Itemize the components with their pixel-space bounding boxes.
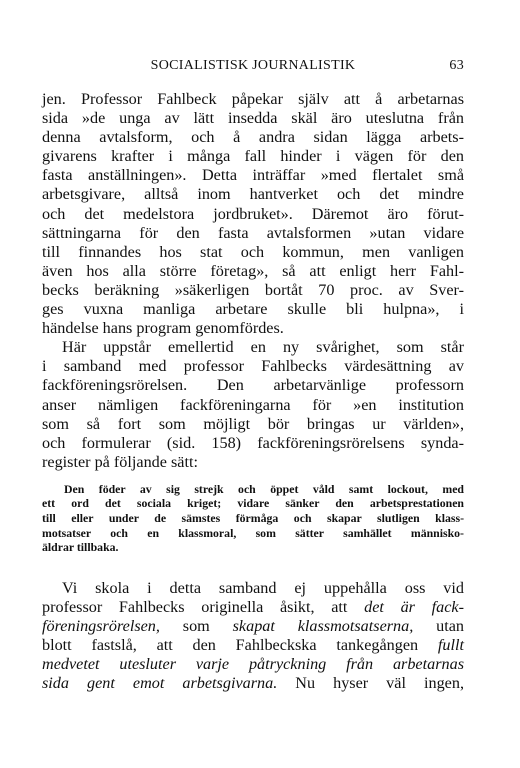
text-line: register på följande sätt: — [42, 452, 198, 471]
emphasis-text: medvetet utesluter varje påtryckning från arbetarnas — [42, 655, 464, 674]
text-line — [42, 636, 464, 655]
quote-line: Den föder av sig strejk och öppet våld samt lockout, med — [64, 481, 464, 496]
quote-line: äldrar tillbaka. — [42, 540, 119, 555]
text-span: som — [159, 617, 233, 636]
text-line: givarens krafter i många fall hinder i vägen för den — [42, 147, 464, 166]
book-page — [42, 58, 464, 693]
paragraph-3 — [42, 579, 464, 694]
text-line: anser nämligen fackföreningarna för »en institution — [42, 395, 464, 414]
text-span: utan — [413, 617, 465, 636]
emphasis-text: fullt — [437, 636, 464, 655]
quote-line: till eller under de sämstes förmåga och skapar slutligen klass- — [42, 511, 464, 526]
emphasis-text: sida gent emot arbetsgivarna. — [42, 674, 278, 693]
emphasis-text: föreningsrörelsen, — [42, 617, 160, 636]
text-line: denna avtalsform, och å andra sidan lägga arbets- — [42, 128, 464, 147]
text-line — [42, 617, 464, 636]
quote-line: ett ord det sociala kriget; vidare sänker den arbetsprestationen — [42, 496, 464, 511]
text-span: blott fastslå, att den Fahlbeckska tankegången — [42, 636, 419, 655]
text-span: Nu hyser väl ingen, — [277, 674, 464, 693]
running-header — [42, 58, 464, 80]
text-line: till finnandes hos stat och kommun, men vanligen — [42, 242, 464, 261]
text-line: sida »de unga av lätt insedda skäl äro uteslutna från — [42, 109, 464, 128]
text-line: fasta anställningen». Detta inträffar »med flertalet små — [42, 166, 464, 185]
text-line: sättningarna för den fasta avtalsformen »utan vidare — [42, 223, 464, 242]
text-line: fackföreningsrörelsen. Den arbetarvänlige professorn — [42, 376, 464, 395]
text-line: händelse hans program genomfördes. — [42, 319, 284, 338]
emphasis-text: det är fack- — [364, 597, 465, 616]
text-line — [42, 579, 464, 598]
text-line: ges vuxna manliga arbetare skulle bli hulpna», i — [42, 300, 464, 319]
text-line: becks beräkning »säkerligen bortåt 70 proc. av Sver- — [42, 280, 464, 299]
text-line: som så fort som möjligt bör bringas ur världen», — [42, 414, 464, 433]
quote-line: motsatser och en klassmoral, som sätter samhället människo- — [42, 525, 464, 540]
page-number: 63 — [449, 58, 464, 73]
text-line: Här uppstår emellertid en ny svårighet, som står — [62, 338, 464, 357]
text-line: jen. Professor Fahlbeck påpekar själv att å arbetarnas — [42, 90, 464, 108]
text-span: professor Fahlbecks originella åsikt, att — [42, 597, 348, 616]
running-title: SOCIALISTISK JOURNALISTIK — [150, 58, 356, 73]
text-line: och formulerar (sid. 158) fackföreningsrörelsens synda- — [42, 433, 464, 452]
text-line — [42, 598, 464, 617]
text-line — [42, 655, 464, 674]
text-span: Vi skola i detta samband ej uppehålla oss vid — [62, 578, 464, 597]
text-line — [42, 674, 464, 693]
text-line: arbetsgivare, alltså inom hantverket och det mindre — [42, 185, 464, 204]
block-quote — [42, 482, 464, 555]
emphasis-text: skapat klassmotsatserna, — [232, 617, 414, 636]
text-line: även hos alla större företag», så att enligt herr Fahl- — [42, 261, 464, 280]
paragraph-1 — [42, 90, 464, 338]
paragraph-2 — [42, 338, 464, 472]
text-line: i samband med professor Fahlbecks värdesättning av — [42, 357, 464, 376]
text-line: och det medelstora jordbruket». Däremot äro förut- — [42, 204, 464, 223]
